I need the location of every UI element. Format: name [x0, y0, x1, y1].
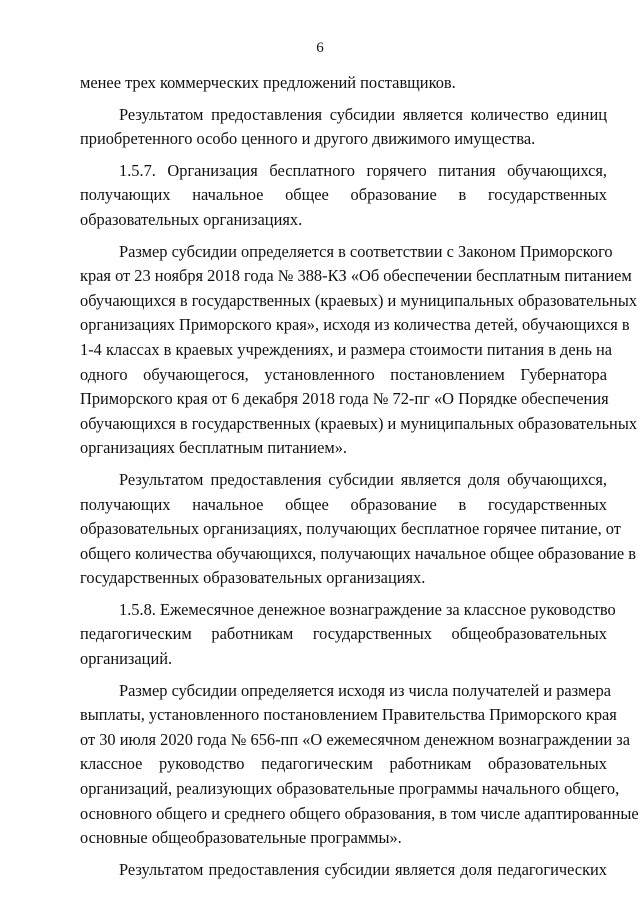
page-number: 6: [316, 40, 324, 56]
paragraph-subsidy-size-meals: [80, 240, 638, 461]
text-line: государственных образовательных организациях.: [80, 568, 426, 588]
text-line: края от 23 ноября 2018 года № 388-КЗ «Об обеспечении бесплатным питанием: [80, 266, 632, 286]
paragraph-section-1-5-7: [80, 159, 607, 233]
text-line: образовательных организациях, получающих бесплатное горячее питание, от: [80, 519, 621, 539]
text-line: от 30 июля 2020 года № 656-пп «О ежемесячном денежном вознаграждении за: [80, 729, 630, 749]
text-line: организациях бесплатным питанием».: [80, 438, 348, 458]
text-line: 1.5.7. Организация бесплатного горячего питания обучающихся,: [119, 160, 607, 180]
paragraph-result-teachers: [80, 858, 607, 883]
paragraph-section-1-5-8: [80, 598, 616, 672]
paragraph-result-assets: [80, 103, 607, 152]
text-line: получающих начальное общее образование в государственных: [80, 494, 607, 514]
text-line: основного общего и среднего общего образования, в том числе адаптированные: [80, 803, 639, 823]
body-text: [80, 71, 639, 889]
text-line: обучающихся в государственных (краевых) и муниципальных образовательных: [80, 413, 638, 433]
text-line: выплаты, установленного постановлением Правительства Приморского края: [80, 705, 617, 725]
paragraph-continuation: [80, 71, 607, 96]
text-line: 1-4 классах в краевых учреждениях, и размера стоимости питания в день на: [80, 339, 613, 359]
text-line: общего количества обучающихся, получающих начальное общее образование в: [80, 543, 637, 563]
text-line: 1.5.8. Ежемесячное денежное вознаграждение за классное руководство: [119, 599, 616, 619]
text-line: основные общеобразовательные программы».: [80, 828, 402, 848]
text-line: организаций.: [80, 649, 173, 669]
text-line: менее трех коммерческих предложений поставщиков.: [80, 73, 456, 92]
text-line: одного обучающегося, установленного постановлением Губернатора: [80, 364, 607, 384]
paragraph-result-meals: [80, 468, 637, 591]
text-line: Результатом предоставления субсидии является доля обучающихся,: [119, 469, 607, 489]
text-line: Размер субсидии определяется в соответствии с Законом Приморского: [119, 241, 613, 261]
text-line: организациях Приморского края», исходя из количества детей, обучающихся в: [80, 315, 630, 335]
paragraph-subsidy-size-teachers: [80, 679, 639, 851]
text-line: Приморского края от 6 декабря 2018 года № 72-пг «О Порядке обеспечения: [80, 389, 609, 409]
text-line: классное руководство педагогическим работникам образовательных: [80, 754, 607, 774]
text-line: обучающихся в государственных (краевых) и муниципальных образовательных: [80, 290, 638, 310]
text-line: приобретенного особо ценного и другого движимого имущества.: [80, 129, 536, 149]
text-line: получающих начальное общее образование в государственных: [80, 185, 607, 205]
text-line: Размер субсидии определяется исходя из числа получателей и размера: [119, 680, 612, 700]
text-line: Результатом предоставления субсидии является доля педагогических: [119, 859, 607, 879]
text-line: образовательных организациях.: [80, 209, 303, 229]
text-line: педагогическим работникам государственных общеобразовательных: [80, 624, 607, 644]
text-line: организаций, реализующих образовательные программы начального общего,: [80, 779, 620, 799]
text-line: Результатом предоставления субсидии является количество единиц: [119, 104, 607, 124]
